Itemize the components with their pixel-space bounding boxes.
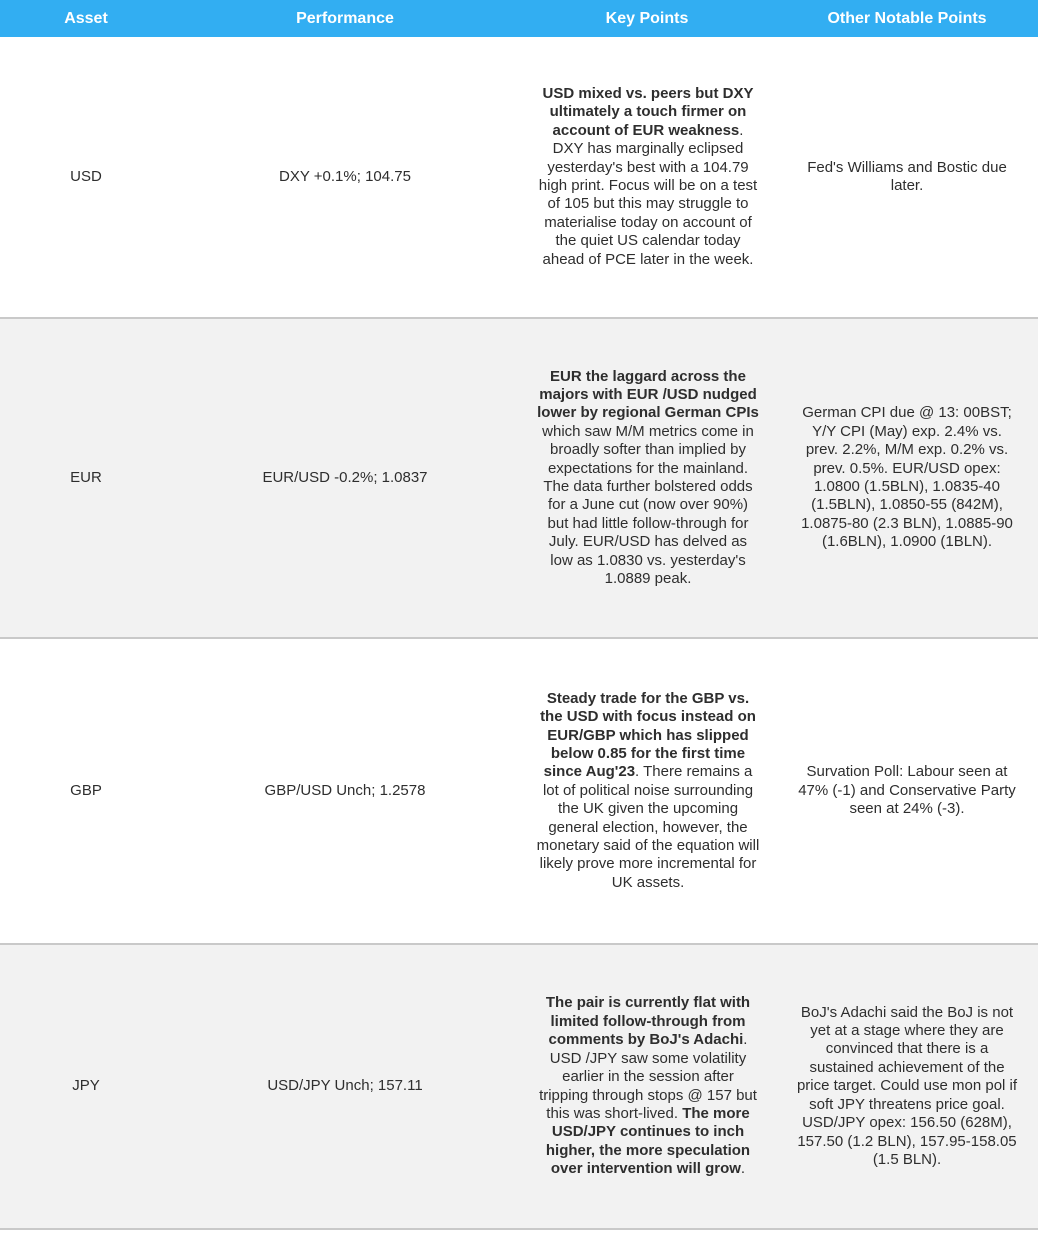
performance-cell: EUR/USD -0.2%; 1.0837: [172, 318, 518, 638]
key-points-body: which saw M/M metrics come in broadly softer than implied by expectations for the mainland. The data further bolstered odds for a June cut (now over 90%) but had little follow-through for July. EUR/USD has delved as low as 1.0830 vs. yesterday's 1.0889 peak.: [542, 422, 754, 588]
key-points-bold-2: The more USD/JPY continues to inch higher, the more speculation over intervention will grow: [545, 1104, 751, 1178]
other-notes-cell: BoJ's Adachi said the BoJ is not yet at a stage where they are convinced that there is a sustained achievement of the price target. Could use mon pol if soft JPY threatens price goal. USD/JPY opex: 156.50 (628M), 157.50 (1.2 BLN), 157.95-158.05 (1.5 BLN).: [776, 944, 1038, 1229]
key-points-cell: [518, 318, 776, 638]
key-points-bold: Steady trade for the GBP vs. the USD with focus instead on EUR/GBP which has slipped below 0.85 for the first time since Aug'23: [540, 689, 756, 781]
header-performance: Performance: [172, 0, 518, 37]
key-points-bold: USD mixed vs. peers but DXY ultimately a touch firmer on account of EUR weakness: [542, 84, 754, 139]
header-asset: Asset: [0, 0, 172, 37]
asset-cell: USD: [70, 167, 102, 185]
asset-cell: GBP: [70, 781, 102, 799]
key-points-cell: [518, 638, 776, 944]
key-points-bold: The pair is currently flat with limited follow-through from comments by BoJ's Adachi: [545, 994, 751, 1049]
asset-cell: JPY: [0, 944, 172, 1229]
header-row: [0, 0, 1038, 37]
key-points-body: . USD /JPY saw some volatility earlier in the session after tripping through stops @ 157 but this was short-lived.: [539, 1031, 757, 1122]
key-points-cell: [518, 37, 776, 318]
key-points-body: . There remains a lot of political noise surrounding the UK given the upcoming general election, however, the monetary said of the equation will likely prove more incremental for UK assets.: [536, 763, 760, 891]
other-notes-cell: Fed's Williams and Bostic due later.: [807, 158, 1007, 194]
key-points-cell: [518, 944, 776, 1229]
performance-cell: DXY +0.1%; 104.75: [279, 167, 411, 185]
header-key-points: Key Points: [518, 0, 776, 37]
header-other-notable-points: Other Notable Points: [776, 0, 1038, 37]
performance-cell: USD/JPY Unch; 157.11: [172, 944, 518, 1229]
other-notes-cell: Survation Poll: Labour seen at 47% (-1) and Conservative Party seen at 24% (-3).: [798, 763, 1016, 818]
key-points-text: [536, 690, 760, 892]
key-points-text: [536, 85, 760, 269]
other-notes-cell: German CPI due @ 13: 00BST; Y/Y CPI (May) exp. 2.4% vs. prev. 2.2%, M/M exp. 0.2% vs. prev. 0.5%. EUR/USD opex: 1.0800 (1.5BLN), 1.0835-40 (1.5BLN), 1.0850-55 (842M), 1.0875-80 (2.3 BLN), 1.0885-90 (1.6BLN), 1.0900 (1BLN).: [776, 318, 1038, 638]
table-row: [0, 318, 1038, 638]
table-row: [0, 944, 1038, 1229]
key-points-body: . DXY has marginally eclipsed yesterday's best with a 104.79 high print. Focus will be on a test of 105 but this may struggle to materialise today on account of the quiet US calendar today ahead of PCE later in the week.: [538, 121, 758, 268]
key-points-bold: EUR the laggard across the majors with EUR /USD nudged lower by regional German CPIs: [537, 367, 759, 422]
key-points-text: [536, 368, 760, 589]
key-points-text: [536, 994, 760, 1178]
table-row: [0, 638, 1038, 944]
key-points-body-2: .: [740, 1160, 746, 1178]
table-row: [0, 37, 1038, 318]
performance-cell: GBP/USD Unch; 1.2578: [264, 781, 426, 799]
asset-cell: EUR: [0, 318, 172, 638]
